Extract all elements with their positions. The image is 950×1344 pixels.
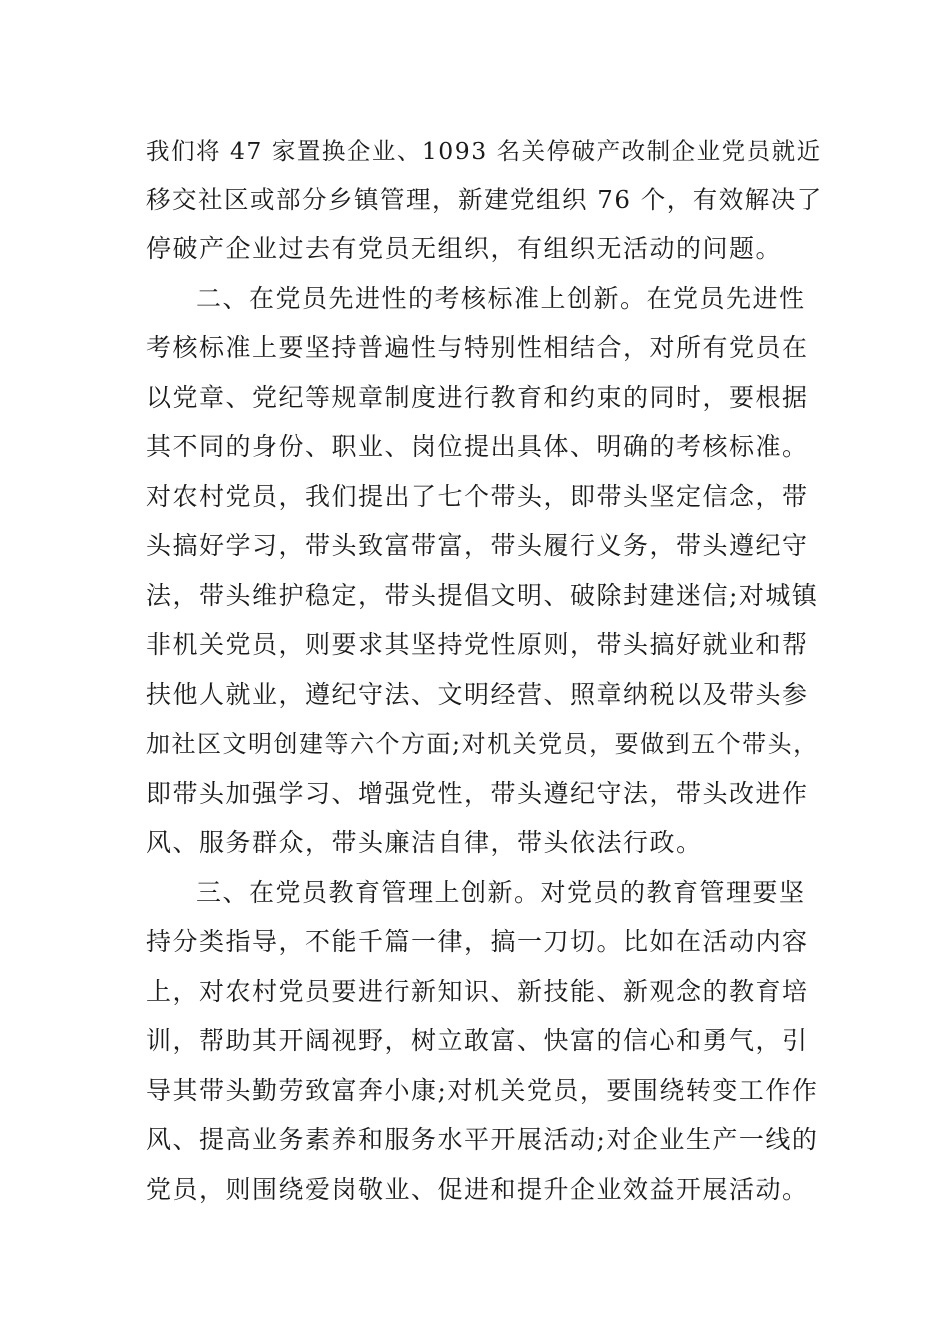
paragraph-3-line-5: 导其带头勤劳致富奔小康;对机关党员，要围绕转变工作作 (146, 1076, 819, 1105)
paragraph-2-line-5: 对农村党员，我们提出了七个带头，即带头坚定信念，带 (146, 482, 809, 511)
paragraph-2-line-11: 即带头加强学习、增强党性，带头遵纪守法，带头改进作 (146, 779, 809, 808)
paragraph-2-line-12: 风、服务群众，带头廉洁自律，带头依法行政。 (146, 828, 703, 857)
paragraph-2-line-1: 二、在党员先进性的考核标准上创新。在党员先进性 (196, 284, 806, 313)
paragraph-3-line-3: 上，对农村党员要进行新知识、新技能、新观念的教育培 (146, 977, 809, 1006)
paragraph-3-line-4: 训，帮助其开阔视野，树立敢富、快富的信心和勇气，引 (146, 1026, 809, 1055)
paragraph-1-line-1: 我们将 47 家置换企业、1093 名关停破产改制企业党员就近 (146, 137, 822, 165)
paragraph-2-line-3: 以党章、党纪等规章制度进行教育和约束的同时，要根据 (146, 383, 809, 412)
paragraph-2-line-10: 加社区文明创建等六个方面;对机关党员，要做到五个带头， (146, 730, 819, 758)
paragraph-2-line-6: 头搞好学习，带头致富带富，带头履行义务，带头遵纪守 (146, 531, 809, 560)
paragraph-1-line-3: 停破产企业过去有党员无组织，有组织无活动的问题。 (146, 234, 783, 263)
paragraph-2-line-8: 非机关党员，则要求其坚持党性原则，带头搞好就业和帮 (146, 630, 809, 659)
paragraph-2-line-9: 扶他人就业，遵纪守法、文明经营、照章纳税以及带头参 (146, 680, 809, 709)
paragraph-3-line-1: 三、在党员教育管理上创新。对党员的教育管理要坚 (196, 878, 806, 907)
paragraph-2-line-2: 考核标准上要坚持普遍性与特别性相结合，对所有党员在 (146, 333, 809, 362)
paragraph-1-line-2: 移交社区或部分乡镇管理，新建党组织 76 个，有效解决了 (146, 185, 823, 214)
paragraph-3-line-7: 党员，则围绕爱岗敬业、促进和提升企业效益开展活动。 (146, 1175, 809, 1204)
paragraph-3-line-2: 持分类指导，不能千篇一律，搞一刀切。比如在活动内容 (146, 927, 809, 956)
paragraph-2-line-7: 法，带头维护稳定，带头提倡文明、破除封建迷信;对城镇 (146, 581, 819, 610)
paragraph-3-line-6: 风、提高业务素养和服务水平开展活动;对企业生产一线的 (146, 1125, 819, 1154)
paragraph-2-line-4: 其不同的身份、职业、岗位提出具体、明确的考核标准。 (146, 432, 809, 461)
